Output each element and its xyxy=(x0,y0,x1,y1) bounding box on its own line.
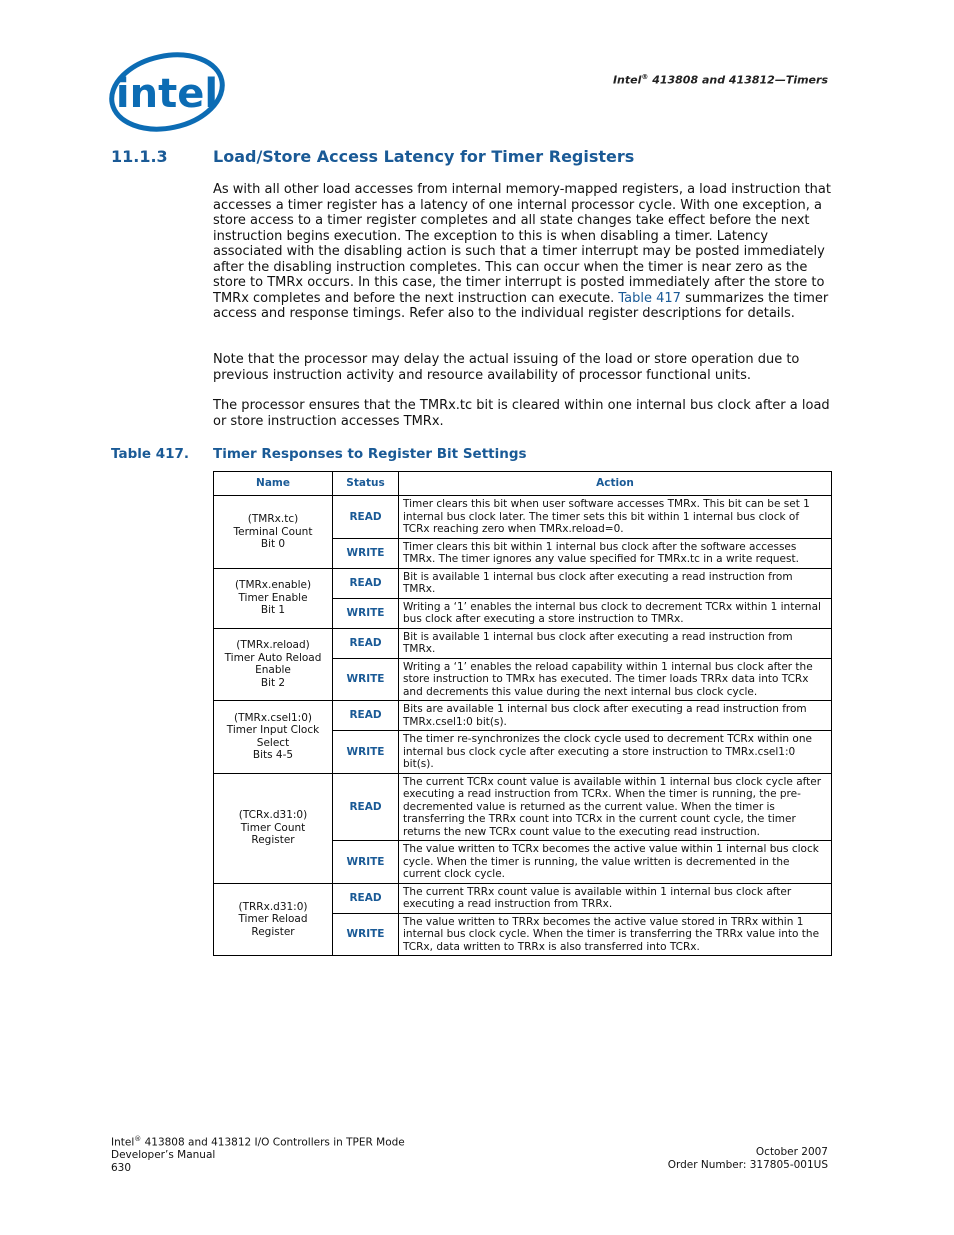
header-title: 413808 and 413812—Timers xyxy=(648,73,828,87)
intel-logo xyxy=(107,50,227,136)
footer-right xyxy=(668,1146,828,1171)
action-cell: The current TCRx count value is available within 1 internal bus clock cycle after executing a read instruction from TCRx. When the timer is running, the pre-decremented value is returned as the current value. When the timer is transferring the TRRx count into TCRx in the current count cycle, the timer returns the new TCRx count value to the executing read instruction. xyxy=(399,773,832,841)
table-row xyxy=(214,628,832,658)
register-name-line: Bit 2 xyxy=(260,676,286,689)
table-number: Table 417. xyxy=(111,446,190,462)
status-cell: WRITE xyxy=(333,538,399,568)
footer-reg: ® xyxy=(134,1135,142,1143)
status-cell: READ xyxy=(333,496,399,539)
table-title: Timer Responses to Register Bit Settings xyxy=(213,446,527,462)
register-name-line: (TMRx.tc) xyxy=(247,513,299,525)
footer-left xyxy=(111,1133,405,1174)
register-name-line: (TMRx.reload) xyxy=(236,639,310,652)
register-name-line: Timer Input Clock xyxy=(226,724,320,737)
paragraph-1-text-b: summarizes the timer access and response timings. Refer also to the individual register descriptions for details. xyxy=(213,290,829,321)
action-cell: The current TRRx count value is available within 1 internal bus clock after executing a read instruction from TRRx. xyxy=(399,883,832,913)
status-cell: READ xyxy=(333,701,399,731)
status-cell: READ xyxy=(333,773,399,841)
paragraph-3: The processor ensures that the TMRx.tc bit is cleared within one internal bus clock after a load or store instruction accesses TMRx. xyxy=(213,398,830,429)
table-417-link[interactable]: Table 417 xyxy=(618,290,681,306)
table-row xyxy=(214,883,832,913)
action-cell: Writing a ‘1’ enables the internal bus clock to decrement TCRx within 1 internal bus clock after executing a store instruction to TMRx. xyxy=(399,598,832,628)
action-cell: The value written to TRRx becomes the active value stored in TRRx within 1 internal bus clock cycle. When the timer is transferring the TRRx value into the TCRx, data written to TRRx is also transferred into TCRx. xyxy=(399,913,832,956)
table-caption xyxy=(111,446,527,462)
status-cell: WRITE xyxy=(333,731,399,774)
table-body xyxy=(214,496,832,956)
status-cell: WRITE xyxy=(333,658,399,701)
footer-date: October 2007 xyxy=(755,1146,828,1158)
register-name-cell xyxy=(214,628,333,701)
register-name-cell xyxy=(214,883,333,956)
header-name: Name xyxy=(214,472,333,496)
logo-text: intel xyxy=(115,71,219,117)
status-cell: WRITE xyxy=(333,841,399,884)
action-cell: Timer clears this bit when user software accesses TMRx. This bit can be set 1 internal bus clock later. The timer sets this bit within 1 internal bus clock of TCRx reaching zero when TMRx.reload=0. xyxy=(399,496,832,539)
header-brand: Intel xyxy=(612,73,642,87)
status-cell: READ xyxy=(333,628,399,658)
register-name-line: Timer Auto Reload xyxy=(224,651,322,664)
paragraph-2: Note that the processor may delay the actual issuing of the load or store operation due to previous instruction activity and resource availability of processor functional units. xyxy=(213,352,800,383)
table-row xyxy=(214,568,832,598)
register-name-line: Timer Reload xyxy=(238,913,308,925)
table-row xyxy=(214,701,832,731)
section-title: Load/Store Access Latency for Timer Registers xyxy=(213,147,635,166)
action-cell: Timer clears this bit within 1 internal bus clock after the software accesses TMRx. The timer ignores any value specified for TMRx.tc in a write request. xyxy=(399,538,832,568)
running-header xyxy=(613,73,828,87)
action-cell: The value written to TCRx becomes the active value within 1 internal bus clock cycle. When the timer is running, the value written is decremented in the current clock cycle. xyxy=(399,841,832,884)
header-action: Action xyxy=(399,472,832,496)
register-name-line: (TMRx.enable) xyxy=(234,579,312,592)
register-name-line: Register xyxy=(251,925,295,938)
action-cell: The timer re-synchronizes the clock cycle used to decrement TCRx within one internal bus clock cycle after executing a store instruction to TMRx.csel1:0 bit(s). xyxy=(399,731,832,774)
footer-line-2: Developer’s Manual xyxy=(111,1149,216,1161)
footer-title: 413808 and 413812 I/O Controllers in TPER Mode xyxy=(141,1136,405,1149)
action-cell: Writing a ‘1’ enables the reload capability within 1 internal bus clock after the store instruction to TMRx has executed. The timer loads TRRx data into TCRx and decrements this value during the next internal bus clock cycle. xyxy=(399,658,832,701)
footer-line-1 xyxy=(111,1133,405,1149)
status-cell: WRITE xyxy=(333,598,399,628)
table-row xyxy=(214,496,832,539)
register-name-line: Register xyxy=(251,834,295,847)
paragraph-1 xyxy=(213,182,833,322)
register-name-line: Bits 4-5 xyxy=(252,749,294,762)
register-name-line: (TRRx.d31:0) xyxy=(238,900,308,913)
register-name-line: (TMRx.csel1:0) xyxy=(233,711,313,724)
timer-responses-table xyxy=(213,471,832,956)
register-name-line: Bit 0 xyxy=(260,538,286,550)
register-name-line: Select xyxy=(256,736,290,749)
register-name-line: Bit 1 xyxy=(260,604,286,617)
footer-brand: Intel xyxy=(111,1136,135,1149)
register-name-cell xyxy=(214,568,333,628)
action-cell: Bit is available 1 internal bus clock after executing a read instruction from TMRx. xyxy=(399,628,832,658)
header-status: Status xyxy=(333,472,399,496)
intel-logo-graphic xyxy=(107,50,227,136)
page-number: 630 xyxy=(111,1161,132,1174)
header-reg: ® xyxy=(641,73,649,81)
register-name-cell xyxy=(214,496,333,569)
action-cell: Bits are available 1 internal bus clock after executing a read instruction from TMRx.csel1:0 bit(s). xyxy=(399,701,832,731)
action-cell: Bit is available 1 internal bus clock after executing a read instruction from TMRx. xyxy=(399,568,832,598)
register-name-cell xyxy=(214,773,333,883)
table-row xyxy=(214,773,832,841)
register-name-line: Terminal Count xyxy=(233,525,313,538)
status-cell: WRITE xyxy=(333,913,399,956)
section-heading xyxy=(111,147,634,166)
status-cell: READ xyxy=(333,568,399,598)
register-name-line: Timer Count xyxy=(240,821,306,834)
register-name-cell xyxy=(214,701,333,774)
footer-order-number: Order Number: 317805-001US xyxy=(667,1158,828,1171)
paragraph-1-text-a: As with all other load accesses from internal memory-mapped registers, a load instruction that accesses a timer register has a latency of one internal processor cycle. With one exception, a store access to a timer register completes and all state changes take effect before the next instruction begins execution. The exception to this is when disabling a timer. Latency associated with the disabling action is such that a timer interrupt may be posted immediately after the disabling instruction completes. This can occur when the timer is near zero as the store to TMRx occurs. In this case, the timer interrupt is posted immediately after the store to TMRx completes and before the next instruction can execute. xyxy=(213,182,831,306)
status-cell: READ xyxy=(333,883,399,913)
table-header-row xyxy=(214,472,832,496)
register-name-line: (TCRx.d31:0) xyxy=(238,809,308,822)
register-name-line: Enable xyxy=(255,664,291,677)
register-name-line: Timer Enable xyxy=(238,591,308,604)
section-number: 11.1.3 xyxy=(111,147,168,166)
